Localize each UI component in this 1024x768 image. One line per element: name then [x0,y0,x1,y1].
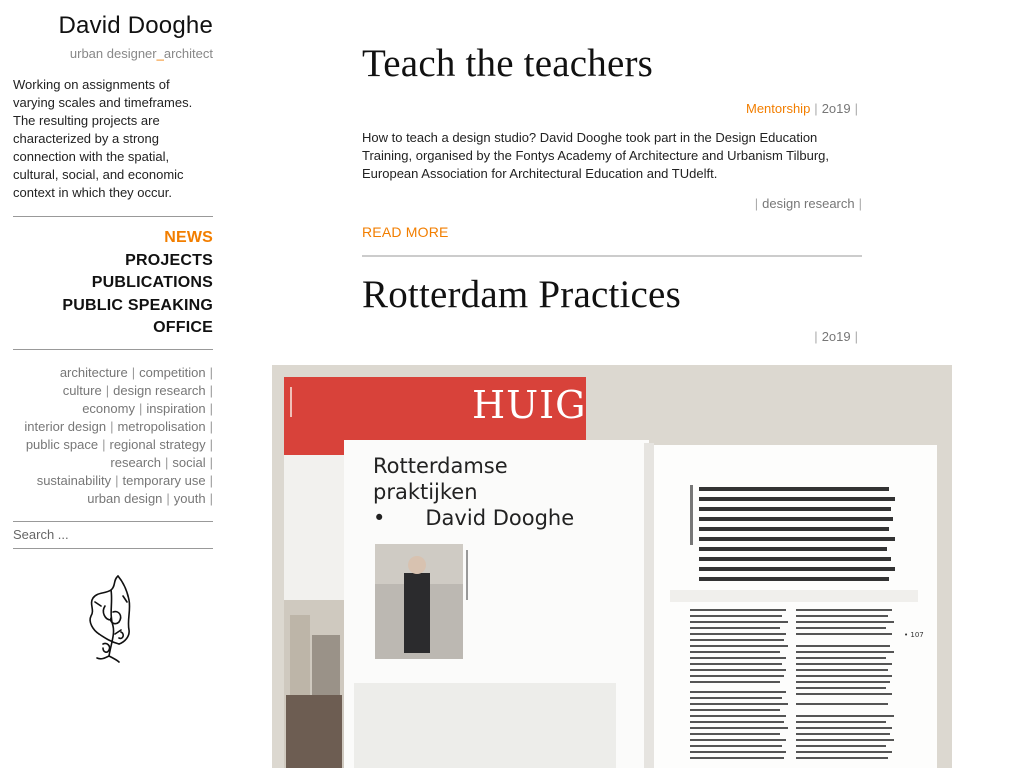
article-heading [373,453,574,531]
tag-row: sustainability | temporary use | [36,472,213,488]
tag-row: urban design | youth | [87,490,213,506]
nav-item-publications[interactable]: PUBLICATIONS [91,274,213,291]
tag-link[interactable]: competition [139,364,206,380]
article-title-line-1: Rotterdamse [373,454,508,478]
hand-drawn-logo-icon [83,572,141,664]
tag-row: economy | inspiration | [82,400,213,416]
tag-link[interactable]: architecture [59,364,128,380]
post-title[interactable]: Teach the teachers [362,42,654,85]
post-tags: | design research | [754,196,862,211]
tagline-part-b: architect [163,46,213,61]
nav-item-office[interactable]: OFFICE [153,319,213,336]
site-title [13,12,213,40]
divider [13,216,213,217]
divider [13,349,213,350]
article-author: David Dooghe [425,506,575,530]
tag-link[interactable]: temporary use [122,472,206,488]
tag-link[interactable]: research [110,454,161,470]
tag-row: public space | regional strategy | [25,436,213,452]
post-meta: | 2o19 | [814,329,858,344]
magazine-name: HUIG [472,383,587,427]
post-rotterdam-practices [362,272,862,344]
tag-row: architecture | competition | [59,364,213,380]
post-teach-the-teachers [362,41,862,242]
site-title-link[interactable]: David Dooghe [58,12,213,39]
main-nav [13,227,213,340]
tag-link[interactable]: urban design [87,490,163,506]
post-meta: Mentorship | 2o19 | [745,101,858,116]
tag-link[interactable]: metropolisation [117,418,206,434]
post-year: 2o19 [821,101,851,116]
article-title-line-2: praktijken [373,480,478,504]
tag-link[interactable]: inspiration [146,400,206,416]
article-byline: • David Dooghe [373,506,575,530]
post-divider [362,255,862,257]
post-tag-link[interactable]: design research [762,196,855,211]
tagline-separator: _ [156,46,164,61]
tag-link[interactable]: public space [25,436,99,452]
search-input[interactable] [13,522,213,549]
tag-row: research | social | [110,454,213,470]
sidebar [13,0,213,549]
read-more-link[interactable]: READ MORE [362,224,449,240]
post-excerpt: How to teach a design studio? David Dooghe took part in the Design Education Training, organised by the Fontys Academy of Architecture and Urbanism Tilburg, European Association for Architectural Education and TUdelft. [362,130,830,181]
post-featured-image[interactable] [272,365,952,768]
tag-link[interactable]: sustainability [36,472,112,488]
tag-link[interactable]: interior design [24,418,107,434]
post-year: 2o19 [821,329,851,344]
tag-row: interior design | metropolisation | [24,418,213,434]
nav-item-public-speaking[interactable]: PUBLIC SPEAKING [62,296,213,314]
site-intro: Working on assignments of varying scales and timeframes. The resulting projects are characterized by a strong connection with the spatial, cultural, social, and economic context in which they occur. [13,77,193,200]
tag-link[interactable]: culture [62,382,102,398]
page-number: • 107 [904,631,924,639]
post-category-link[interactable]: Mentorship [745,101,811,116]
tag-link[interactable]: youth [173,490,206,506]
tag-link[interactable]: economy [82,400,135,416]
tag-link[interactable]: regional strategy [109,436,206,452]
main-content [362,0,862,344]
tag-row: culture | design research | [62,382,213,398]
nav-item-news[interactable]: NEWS [164,229,213,246]
tag-link[interactable]: social [172,454,206,470]
tag-cloud [13,364,213,508]
page-number-value: 107 [910,631,924,639]
magazine-photo-illustration [272,365,952,768]
tag-link[interactable]: design research [113,382,206,398]
tagline-part-a: urban designer [69,46,157,61]
site-tagline [13,46,213,61]
nav-item-projects[interactable]: PROJECTS [125,251,213,269]
post-title[interactable]: Rotterdam Practices [362,273,681,316]
